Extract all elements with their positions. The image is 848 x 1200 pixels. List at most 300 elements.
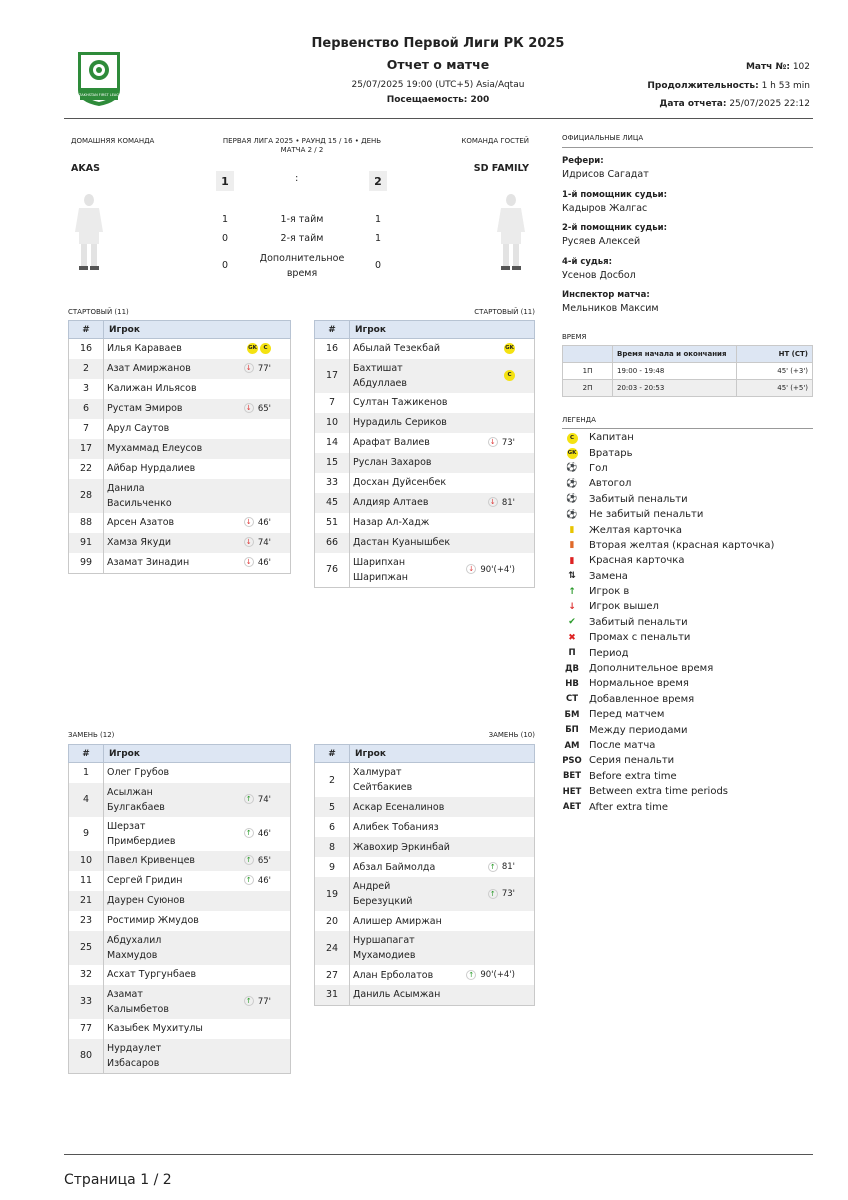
player-cell [350,533,535,553]
time-col-range: Время начала и окончания [613,346,737,363]
logo-text: KAZAKHSTAN FIRST LEAGUE [74,93,124,97]
player-in-icon: ↑ [488,862,498,872]
legend-label: Период [589,647,629,659]
player-cell [350,797,535,817]
player-name: Даурен Суюнов [107,895,185,906]
event-minute: 65' [257,855,271,866]
event-minute: 77' [257,363,271,374]
table-row [69,851,291,871]
table-row [315,837,535,857]
player-cell [104,379,291,399]
table-row [69,985,291,1019]
legend-label: Добавленное время [589,693,695,705]
substitution-event [244,795,271,805]
table-row [315,339,535,359]
legend-label: Промах с пенальти [589,632,691,644]
player-cell [350,339,535,359]
substitution-event [488,498,515,508]
captain-icon: C [562,432,582,444]
goalkeeper-badge-icon: GK [247,343,258,354]
player-cell [104,1039,291,1074]
table-row [69,379,291,399]
player-cell [350,359,535,393]
player-name: Шерзат Примбердиев [107,820,176,847]
player-name: Арул Саутов [107,423,170,434]
home-starting-table [68,320,291,574]
player-number: 33 [315,473,350,493]
player-name: Абзал Баймолда [353,861,436,873]
substitution-event [244,518,271,528]
score-separator: : [295,173,299,184]
player-number: 51 [315,513,350,533]
player-in-icon: ↑ [568,586,576,597]
player-out-icon: ↓ [244,403,254,413]
substitution-icon: ⇅ [568,571,576,582]
player-cell [350,473,535,493]
legend-label: Вратарь [589,447,633,459]
legend-item [562,461,813,476]
table-row [69,871,291,891]
col-player: Игрок [104,745,291,763]
player-name: Абдухалил Махмудов [107,934,162,961]
legend-label: Игрок в [589,586,630,598]
between-periods-icon: БП [565,725,579,736]
event-minute: 73' [501,437,515,448]
legend-label: Серия пенальти [589,755,675,767]
player-number: 99 [69,553,104,574]
officials-title: ОФИЦИАЛЬНЫЕ ЛИЦА [562,134,644,142]
legend-item [562,553,813,568]
player-number: 7 [69,419,104,439]
event-minute: 46' [257,828,271,839]
table-row [315,513,535,533]
away-kit-icon [494,192,528,276]
player-out-icon: ↓ [244,537,254,547]
player-number: 11 [69,871,104,891]
player-in-icon: ↑ [244,875,254,885]
player-number: 16 [69,339,104,359]
player-cell [104,339,291,359]
official-name: Мельников Максим [562,303,659,314]
table-row [315,797,535,817]
legend-item [562,445,813,460]
player-cell [350,413,535,433]
player-number: 9 [69,817,104,851]
event-minute: 46' [257,517,271,528]
player-cell [104,763,291,783]
player-number: 31 [315,985,350,1005]
home-score: 1 [216,171,234,191]
player-cell [104,399,291,419]
col-player: Игрок [350,745,535,763]
legend-label: Желтая карточка [589,524,682,536]
away-starting-table [314,320,535,588]
red-card-icon: ▮ [569,555,575,566]
header-divider [64,118,813,119]
player-out-icon: ↓ [244,557,254,567]
legend-item [562,676,813,691]
player-cell [104,871,291,891]
player-cell [350,837,535,857]
player-name: Азамат Калымбетов [107,988,169,1015]
table-row [315,473,535,493]
player-number: 1 [69,763,104,783]
legend-label: Гол [589,462,608,474]
player-name: Азамат Зинадин [107,557,190,568]
official-name: Усенов Досбол [562,269,636,281]
period-3-away: 0 [374,260,382,271]
legend-item [562,615,813,630]
legend-label: Вторая желтая (красная карточка) [589,539,775,551]
player-cell [104,419,291,439]
player-cell [104,479,291,513]
legend-label: Капитан [589,432,634,444]
time-range: 20:03 - 20:53 [613,380,737,397]
player-number: 32 [69,965,104,985]
substitution-event [244,364,271,374]
legend-item [562,599,813,614]
player-name: Рустам Эмиров [107,403,183,414]
time-col-period [563,346,613,363]
period-1-away: 1 [374,214,382,225]
player-number: 5 [315,797,350,817]
table-row [69,911,291,931]
player-cell [104,911,291,931]
goal-icon: ⚽ [566,463,578,474]
table-row [69,931,291,965]
player-cell [104,553,291,574]
player-name: Олег Грубов [107,767,170,779]
table-row [69,359,291,379]
player-number: 9 [315,857,350,877]
official-role: Инспектор матча: [562,290,650,300]
player-name: Ростимир Жмудов [107,915,199,926]
legend-item [562,569,813,584]
player-cell [350,931,535,965]
between-extra-time-icon: HET [562,786,582,797]
substitution-event [244,404,271,414]
player-number: 25 [69,931,104,965]
legend-label: Не забитый пенальти [589,509,704,521]
player-in-icon: ↑ [466,970,476,980]
table-row [563,363,813,380]
table-row [563,380,813,397]
official-entry [562,223,667,257]
player-name: Азат Амиржанов [107,363,191,374]
player-cell [350,763,535,798]
col-num: # [315,321,350,339]
player-number: 8 [315,837,350,857]
player-cell [104,359,291,379]
table-row [315,985,535,1005]
table-row [315,413,535,433]
event-minute: 65' [257,403,271,414]
time-col-ht: НТ (СТ) [737,346,813,363]
table-row [315,393,535,413]
table-row [69,479,291,513]
legend-label: Между периодами [589,724,688,736]
player-name: Нурдаулет Избасаров [107,1042,162,1069]
player-cell [104,533,291,553]
player-name: Казыбек Мухитулы [107,1023,203,1034]
player-name: Мухаммад Елеусов [107,443,203,454]
time-title: ВРЕМЯ [562,333,587,341]
player-out-icon: ↓ [568,601,576,612]
player-name: Арафат Валиев [353,437,430,448]
player-cell [104,1019,291,1039]
player-name: Хамза Якуди [107,537,172,548]
col-num: # [69,745,104,763]
report-date: Дата отчета: 25/07/2025 22:12 [659,99,810,109]
table-row [69,513,291,533]
legend-divider [562,428,813,429]
player-number: 28 [69,479,104,513]
legend-label: Перед матчем [589,709,665,721]
player-number: 16 [315,339,350,359]
official-role: 2-й помощник судьи: [562,223,667,233]
player-name: Алишер Амиржан [353,915,442,927]
period-2-label: 2-я тайм [280,233,324,244]
legend-item [562,784,813,799]
time-period: 2П [563,380,613,397]
substitution-event [488,438,515,448]
table-row [69,1019,291,1039]
player-number: 77 [69,1019,104,1039]
player-name: Арсен Азатов [107,517,175,528]
player-out-icon: ↓ [466,564,476,574]
table-row [315,493,535,513]
player-number: 3 [69,379,104,399]
captain-badge-icon: C [260,343,271,354]
legend-item [562,661,813,676]
player-cell [350,817,535,837]
substitution-event [244,876,271,886]
normal-time-icon: НВ [565,678,579,689]
player-number: 45 [315,493,350,513]
table-row [69,553,291,574]
official-entry [562,190,667,224]
legend-item [562,707,813,722]
player-number: 91 [69,533,104,553]
official-entry [562,257,667,291]
table-row [315,857,535,877]
player-name: Асылжан Булгакбаев [107,786,165,813]
player-number: 21 [69,891,104,911]
goalkeeper-badge-icon: GK [504,343,515,354]
substitution-event [466,565,515,575]
table-row [315,931,535,965]
player-number: 2 [315,763,350,798]
period-2-home: 0 [221,233,229,244]
official-role: 4-й судья: [562,256,613,267]
player-name: Даниль Асымжан [353,989,441,1001]
table-row [315,965,535,985]
table-row [69,763,291,783]
report-title: Первенство Первой Лиги РК 2025 [311,36,565,51]
official-role: 1-й помощник судьи: [562,189,667,200]
legend-label: Дополнительное время [589,663,714,675]
home-subs-table [68,744,291,1074]
player-number: 80 [69,1039,104,1074]
home-kit-icon [72,192,106,276]
player-name: Абылай Тезекбай [353,343,441,355]
legend-item [562,753,813,768]
player-cell [350,453,535,473]
page-number: Страница 1 / 2 [64,1172,172,1188]
player-name: Калижан Ильясов [107,383,197,394]
official-name: Русяев Алексей [562,236,641,247]
player-number: 10 [69,851,104,871]
attendance: Посещаемость: 200 [386,95,490,105]
legend-label: Нормальное время [589,678,689,690]
period-3-label: Дополнительное время [259,253,345,279]
player-name: Сергей Гридин [107,875,183,886]
goalkeeper-icon: GK [562,447,582,459]
event-minute: 81' [501,497,515,508]
legend-label: Автогол [589,478,632,490]
player-name: Жавохир Эркинбай [353,841,450,853]
player-cell [350,965,535,985]
player-name: Алан Ерболатов [353,969,434,981]
substitution-event [488,889,515,899]
player-number: 6 [69,399,104,419]
player-name: Досхан Дуйсенбек [353,477,447,488]
player-cell [350,433,535,453]
substitution-event [244,997,271,1007]
col-player: Игрок [350,321,535,339]
table-row [315,359,535,393]
substitution-event [466,970,515,980]
official-entry [562,156,667,190]
table-row [69,533,291,553]
official-name: Кадыров Жалгас [562,202,648,214]
legend-label: Забитый пенальти [589,493,688,505]
player-cell [104,891,291,911]
player-cell [104,459,291,479]
shootout-icon: PSO [562,755,582,766]
table-row [315,553,535,588]
substitution-event [244,558,271,568]
player-cell [350,493,535,513]
legend-item [562,476,813,491]
player-name: Данила Васильченко [107,482,172,509]
yellow-card-icon: ▮ [569,525,575,536]
extra-time-icon: ДВ [564,663,580,674]
player-name: Шарипхан Шарипжан [353,556,408,583]
table-row [315,877,535,911]
table-row [315,533,535,553]
player-number: 17 [69,439,104,459]
event-minute: 90'(+4') [480,970,515,980]
own-goal-icon: ⚽ [566,478,578,489]
player-cell [104,439,291,459]
legend-label: Игрок вышел [589,601,659,613]
player-number: 6 [315,817,350,837]
player-cell [104,817,291,851]
player-in-icon: ↑ [244,828,254,838]
post-match-icon: АМ [564,740,580,751]
player-number: 17 [315,359,350,393]
player-in-icon: ↑ [244,855,254,865]
event-minute: 74' [257,794,271,805]
legend-label: After extra time [589,801,669,813]
table-row [69,459,291,479]
player-cell [104,513,291,533]
legend-item [562,692,813,707]
legend-label: Before extra time [589,770,677,782]
legend-label: После матча [589,740,656,751]
player-cell [350,393,535,413]
player-number: 24 [315,931,350,965]
substitution-event [244,856,271,866]
check-icon: ✔ [568,617,576,628]
col-num: # [69,321,104,339]
event-minute: 74' [257,537,271,548]
player-name: Руслан Захаров [353,457,432,468]
penalty-missed-icon: ⚽ [566,509,578,520]
event-minute: 73' [501,889,515,899]
second-yellow-icon: ▮ [569,540,575,551]
away-subs-table [314,744,535,1006]
time-ht: 45' (+3') [737,363,813,380]
player-out-icon: ↓ [488,437,498,447]
period-2-away: 1 [374,233,382,244]
player-name: Андрей Березуцкий [353,881,413,907]
table-row [69,817,291,851]
player-number: 7 [315,393,350,413]
player-cell [104,783,291,817]
period-icon: П [568,648,576,659]
legend-item [562,584,813,599]
player-number: 23 [69,911,104,931]
captain-badge-icon: C [504,370,515,381]
legend-label: Красная карточка [589,555,685,567]
match-duration: Продолжительность: 1 h 53 min [647,81,810,91]
player-cell [104,965,291,985]
added-time-icon: СТ [565,694,579,705]
legend-label: Забитый пенальти [589,616,688,628]
match-number: Матч №: 102 [745,62,810,72]
time-table [562,345,813,397]
penalty-scored-icon: ⚽ [566,494,578,505]
substitution-event [244,538,271,548]
player-number: 4 [69,783,104,817]
legend-item [562,538,813,553]
legend-item [562,522,813,537]
legend-item [562,769,813,784]
player-name: Павел Кривенцев [107,855,196,866]
time-period: 1П [563,363,613,380]
legend-item [562,507,813,522]
table-row [69,1039,291,1074]
time-ht: 45' (+5') [737,380,813,397]
col-player: Игрок [104,321,291,339]
table-row [315,453,535,473]
player-cell [104,931,291,965]
player-name: Алибек Тобанияз [353,821,439,833]
officials-list [562,156,667,324]
period-1-home: 1 [221,214,229,225]
player-number: 19 [315,877,350,911]
player-cell [350,513,535,533]
table-row [315,817,535,837]
legend-item [562,492,813,507]
home-label: ДОМАШНЯЯ КОМАНДА [71,137,155,145]
player-name: Назар Ал-Хадж [353,517,430,528]
event-minute: 81' [501,862,515,872]
event-minute: 90'(+4') [480,564,515,575]
legend-item [562,645,813,660]
